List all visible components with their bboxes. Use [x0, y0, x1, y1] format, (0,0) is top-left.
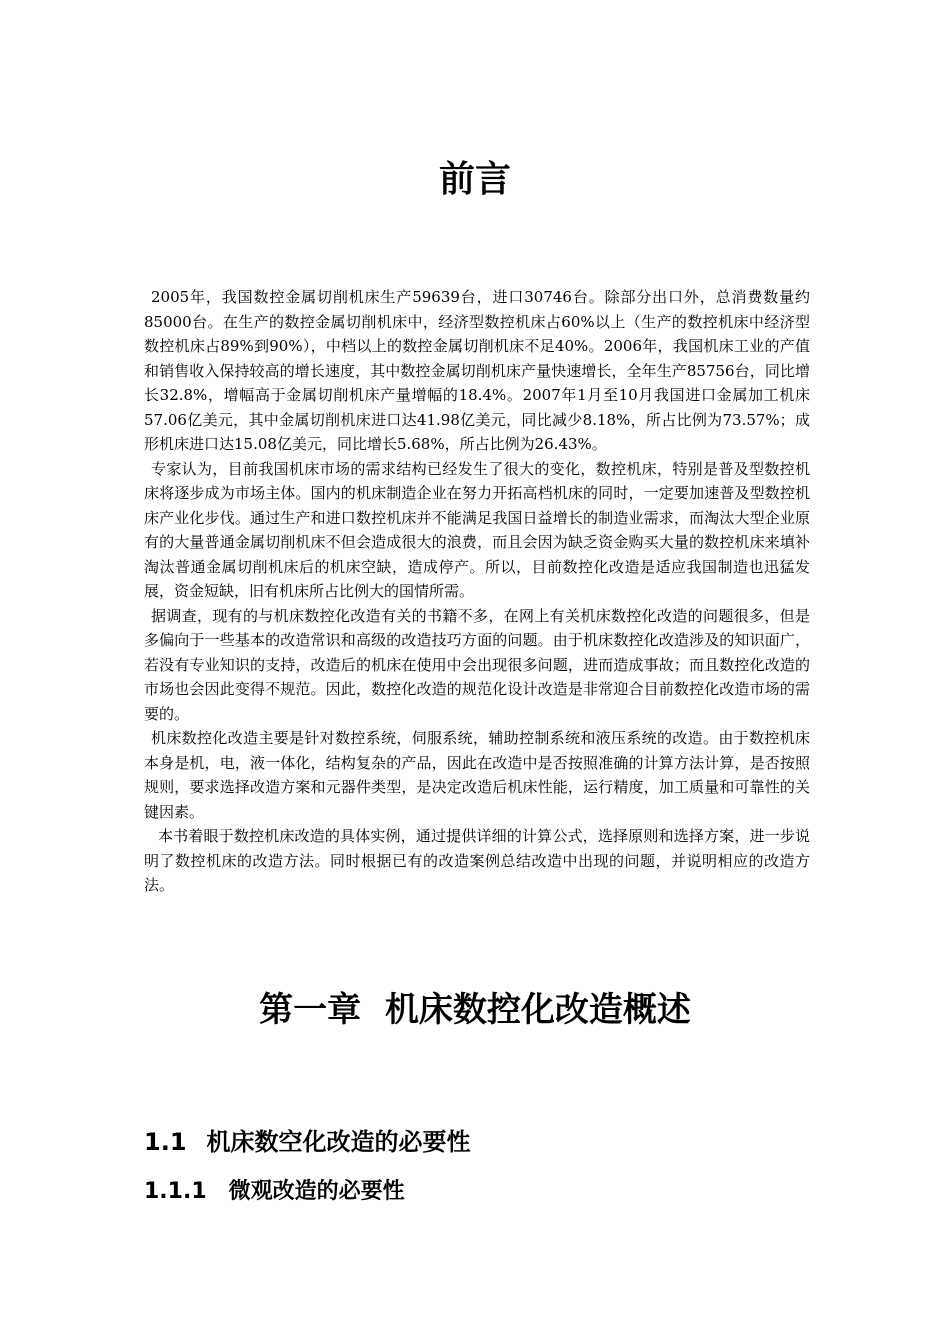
subsection-title: 微观改造的必要性 [228, 1179, 405, 1204]
preface-paragraph: 机床数控化改造主要是针对数控系统，伺服系统，辅助控制系统和液压系统的改造。由于数控机床本身是机，电，液一体化，结构复杂的产品，因此在改造中是否按照准确的计算方法计算，是否按照规则，要求选择改造方案和元器件类型，是决定改造后机床性能，运行精度，加工质量和可靠性的关键因素。 [144, 729, 810, 821]
preface-body [144, 285, 810, 898]
subsection-heading [144, 1176, 405, 1208]
subsection-number: 1.1.1 [144, 1179, 207, 1204]
preface-paragraph: 本书着眼于数控机床改造的具体实例，通过提供详细的计算公式，选择原则和选择方案，进一步说明了数控机床的改造方法。同时根据已有的改造案例总结改造中出现的问题，并说明相应的改造方法。 [144, 827, 810, 894]
preface-paragraph: 专家认为，目前我国机床市场的需求结构已经发生了很大的变化，数控机床，特别是普及型数控机床将逐步成为市场主体。国内的机床制造企业在努力开拓高档机床的同时，一定要加速普及型数控机床产业化步伐。通过生产和进口数控机床并不能满足我国日益增长的制造业需求，而淘汰大型企业原有的大量普通金属切削机床不但会造成很大的浪费，而且会因为缺乏资金购买大量的数控机床来填补淘汰普通金属切削机床后的机床空缺，造成停产。所以，目前数控化改造是适应我国制造也迅猛发展，资金短缺，旧有机床所占比例大的国情所需。 [144, 459, 810, 600]
section-heading [144, 1124, 471, 1160]
preface-title: 前言 [438, 159, 511, 200]
preface-paragraph: 据调查，现有的与机床数控化改造有关的书籍不多，在网上有关机床数控化改造的问题很多，但是多偏向于一些基本的改造常识和高级的改造技巧方面的问题。由于机床数控化改造涉及的知识面广，若没有专业知识的支持，改造后的机床在使用中会出现很多问题，进而造成事故；而且数控化改造的市场也会因此变得不规范。因此，数控化改造的规范化设计改造是非常迎合目前数控化改造市场的需要的。 [144, 606, 810, 723]
preface-paragraph: 2005年，我国数控金属切削机床生产59639台，进口30746台。除部分出口外，总消费数量约85000台。在生产的数控金属切削机床中，经济型数控机床占60%以上（生产的数控机床中经济型数控机床占89%到90%），中档以上的数控金属切削机床不足40%。2006年，我国机床工业的产值和销售收入保持较高的增长速度，其中数控金属切削机床产量快速增长，全年生产85756台，同比增长32.8%，增幅高于金属切削机床产量增幅的18.4%。2007年1月至10月我国进口金属加工机床57.06亿美元，其中金属切削机床进口达41.98亿美元，同比减少8.18%，所占比例为73.57%；成形机床进口达15.08亿美元，同比增长5.68%，所占比例为26.43%。 [144, 288, 810, 453]
chapter-title: 第一章 机床数控化改造概述 [259, 990, 691, 1030]
section-title: 机床数空化改造的必要性 [206, 1128, 471, 1156]
section-number: 1.1 [144, 1128, 187, 1156]
